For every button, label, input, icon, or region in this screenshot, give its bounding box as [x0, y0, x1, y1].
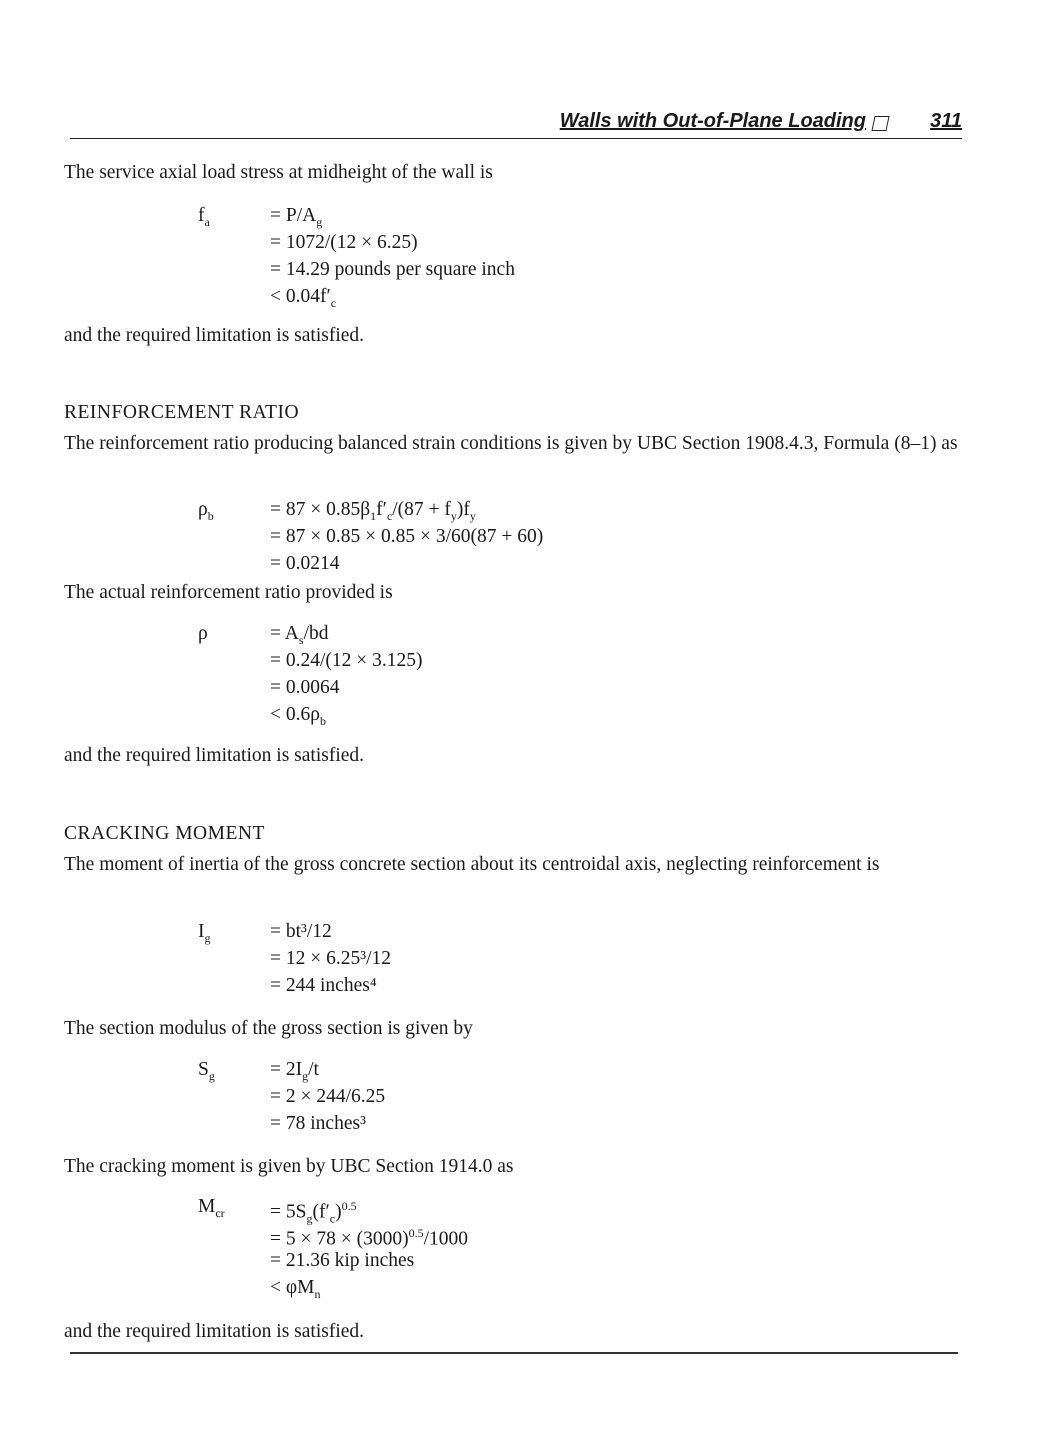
equation-mcr-lines: [270, 1193, 468, 1301]
equation-rho-lines: [270, 620, 423, 728]
equation-rhob-line-1: = $87 \times 0.85\beta_1f'_c/(87 + f_y)f_y$: [270, 499, 476, 523]
equation-mcr-line-4: < $\varphi M_n$: [270, 1277, 321, 1301]
equation-rho-line-3: = 0.0064: [270, 677, 340, 698]
equation-ig-line-1: = bt³/12: [270, 921, 332, 942]
equation-sg-line-2: = 2 × 244/6.25: [270, 1086, 386, 1107]
square-bullet-icon: [871, 116, 889, 131]
conclusion-paragraph-2: and the required limitation is satisfied.: [64, 745, 365, 766]
running-header-title: Walls with Out-of-Plane Loading: [559, 110, 866, 132]
equation-rhob-lines: [270, 496, 543, 577]
equation-ig-line-3: = 244 inches⁴: [270, 975, 377, 996]
equation-ig-lines: [270, 918, 391, 999]
running-header: [70, 108, 962, 139]
conclusion-paragraph-1: and the required limitation is satisfied.: [64, 325, 365, 346]
section-heading-cracking: CRACKING MOMENT: [64, 823, 265, 844]
equation-sg-line-1: = $2I_g/t$: [270, 1059, 319, 1083]
equation-fa-lines: [270, 202, 515, 310]
cracking-paragraph: The moment of inertia of the gross concrete section about its centroidal axis, neglecting reinforcement is: [64, 854, 880, 875]
equation-rho-line-4: < $0.6\rho_b$: [270, 704, 326, 728]
footer-rule: [70, 1352, 958, 1354]
cracking-moment-paragraph: The cracking moment is given by UBC Section 1914.0 as: [64, 1156, 514, 1177]
section-modulus-paragraph: The section modulus of the gross section is given by: [64, 1018, 473, 1039]
equation-sg-line-3: = 78 inches³: [270, 1113, 366, 1134]
equation-rhob-line-3: = 0.0214: [270, 553, 340, 574]
intro-paragraph: The service axial load stress at midheight of the wall is: [64, 162, 493, 183]
equation-ig-symbol: $I_g$: [198, 921, 211, 945]
equation-mcr-symbol: $M_{cr}$: [198, 1196, 225, 1220]
equation-fa-line-1: = $P/A_g$: [270, 205, 323, 229]
equation-rho-line-2: = 0.24/(12 × 3.125): [270, 650, 423, 671]
equation-rho-symbol: ρ: [198, 623, 208, 644]
equation-fa-symbol: $f_a$: [198, 205, 210, 229]
reinforcement-paragraph: The reinforcement ratio producing balanced strain conditions is given by UBC Section 1908.4.3, Formula (8–1) as: [64, 433, 958, 454]
equation-mcr-line-3: = 21.36 kip inches: [270, 1250, 415, 1271]
equation-rhob-line-2: = 87 × 0.85 × 0.85 × 3/60(87 + 60): [270, 526, 544, 547]
equation-rho-line-1: = $A_s/bd$: [270, 623, 329, 647]
equation-mcr-line-1: = $5S_g(f'_c)^{0.5}$: [270, 1199, 357, 1226]
actual-ratio-paragraph: The actual reinforcement ratio provided is: [64, 582, 393, 603]
equation-mcr-line-2: = $5 \times 78 \times (3000)^{0.5}/1000$: [270, 1226, 469, 1250]
equation-fa-line-2: = 1072/(12 × 6.25): [270, 232, 418, 253]
section-heading-reinforcement: REINFORCEMENT RATIO: [64, 402, 300, 423]
equation-fa-line-4: < $0.04f'_c$: [270, 286, 337, 310]
equation-ig-line-2: = 12 × 6.25³/12: [270, 948, 392, 969]
equation-sg-symbol: $S_g$: [198, 1059, 215, 1083]
equation-rhob-symbol: $\rho_b$: [198, 499, 214, 523]
equation-fa-line-3: = 14.29 pounds per square inch: [270, 259, 515, 280]
page-number: 311: [930, 110, 962, 132]
equation-sg-lines: [270, 1056, 385, 1137]
conclusion-paragraph-3: and the required limitation is satisfied.: [64, 1321, 365, 1342]
